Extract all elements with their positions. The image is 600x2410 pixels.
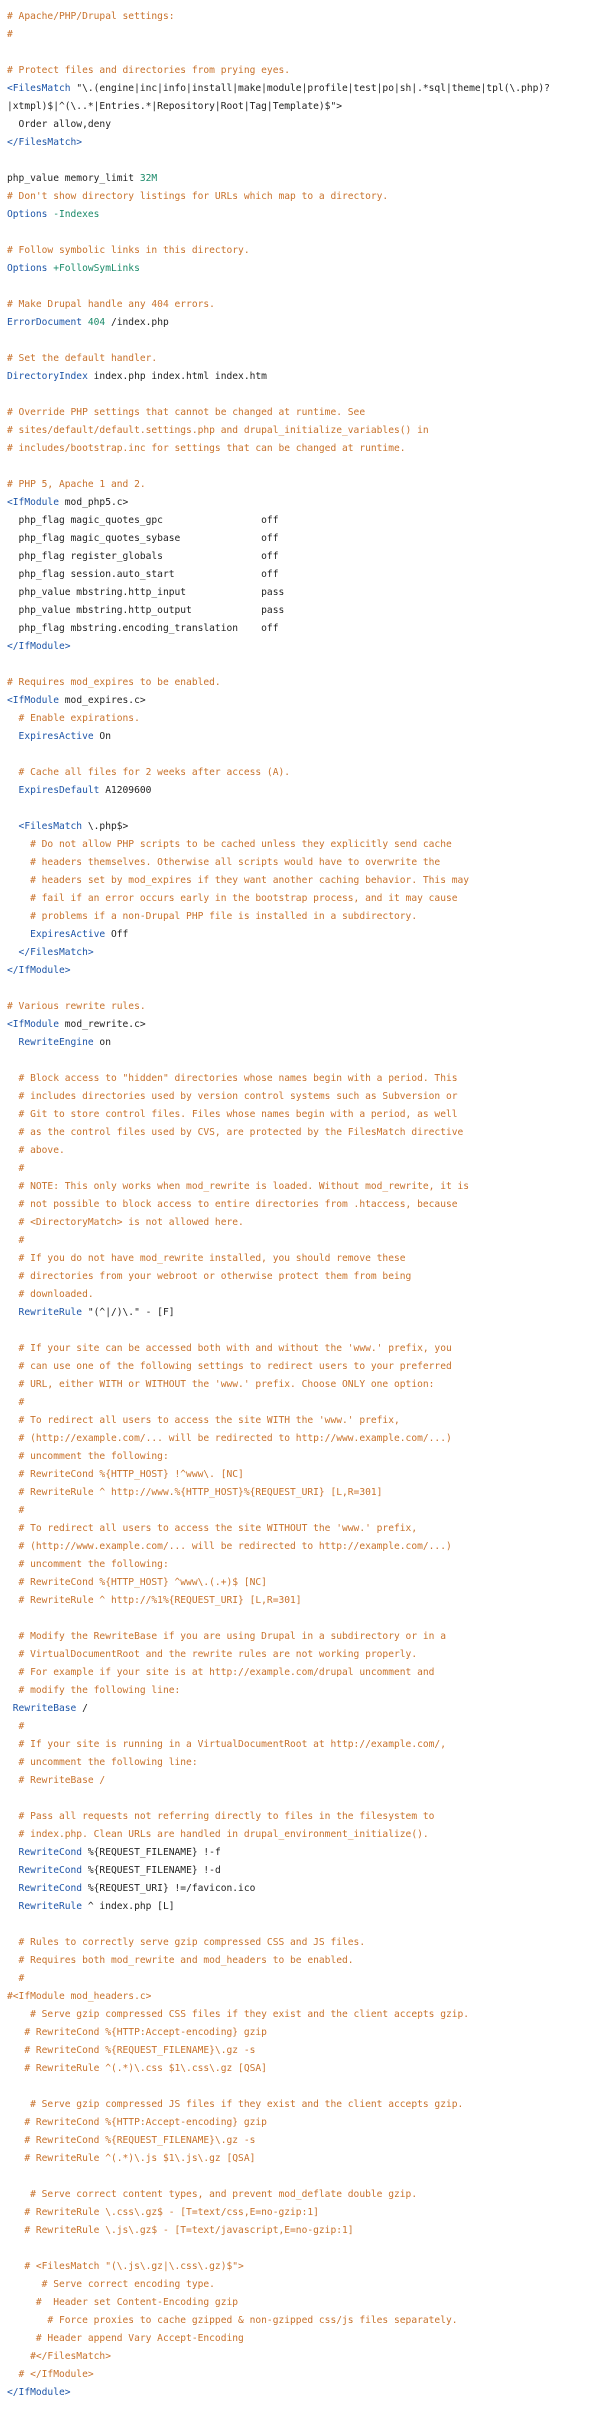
code-line — [0, 440, 600, 458]
code-line — [0, 2024, 600, 2042]
code-line — [0, 260, 600, 278]
code-line — [0, 2168, 600, 2186]
code-token: index.php index.html index.htm — [93, 371, 267, 382]
code-token: On — [99, 731, 111, 742]
code-token: php_value memory_limit — [7, 173, 140, 184]
code-token: # headers themselves. Otherwise all scripts would have to overwrite the — [7, 857, 441, 868]
code-line — [0, 512, 600, 530]
code-line — [0, 2330, 600, 2348]
code-token: # Header append Vary Accept-Encoding — [7, 2333, 244, 2344]
code-line — [0, 1196, 600, 1214]
code-token: # (http://example.com/... will be redirected to http://www.example.com/...) — [7, 1433, 452, 1444]
code-line — [0, 1304, 600, 1322]
code-line — [0, 1286, 600, 1304]
code-line — [0, 1538, 600, 1556]
code-token: # includes directories used by version control systems such as Subversion or — [7, 1091, 458, 1102]
code-token: %{REQUEST_URI} !=/favicon.ico — [87, 1883, 256, 1894]
code-line — [0, 2222, 600, 2240]
code-token: # RewriteCond %{HTTP:Accept-encoding} gzip — [7, 2117, 267, 2128]
code-token: # Apache/PHP/Drupal settings: — [7, 11, 175, 22]
code-line — [0, 1862, 600, 1880]
code-token: # uncomment the following: — [7, 1451, 169, 1462]
code-line — [0, 242, 600, 260]
code-line — [0, 1502, 600, 1520]
code-token: ExpiresActive — [7, 731, 100, 742]
code-token: # RewriteRule ^ http://www.%{HTTP_HOST}%{REQUEST_URI} [L,R=301] — [7, 1487, 383, 1498]
code-token: # — [7, 1397, 25, 1408]
code-token: # Requires both mod_rewrite and mod_headers to be enabled. — [7, 1955, 354, 1966]
code-line — [0, 1268, 600, 1286]
code-line — [0, 1088, 600, 1106]
code-token: php_flag mbstring.encoding_translation off — [7, 623, 279, 634]
code-line — [0, 692, 600, 710]
code-token: # — [7, 1721, 25, 1732]
code-line — [0, 1322, 600, 1340]
code-line — [0, 1250, 600, 1268]
code-line — [0, 314, 600, 332]
code-token: # Git to store control files. Files whose names begin with a period, as well — [7, 1109, 458, 1120]
code-token: # Block access to "hidden" directories whose names begin with a period. This — [7, 1073, 458, 1084]
code-token: # RewriteCond %{REQUEST_FILENAME}\.gz -s — [7, 2135, 256, 2146]
code-token: |xtmpl)$|^(\..*|Entries.*|Repository|Root|Tag|Template)$"> — [7, 101, 343, 112]
code-line — [0, 2312, 600, 2330]
code-line — [0, 2096, 600, 2114]
code-token: A1209600 — [105, 785, 152, 796]
code-line — [0, 800, 600, 818]
code-token: -Indexes — [53, 209, 100, 220]
code-token: %{REQUEST_FILENAME} !-f — [87, 1847, 221, 1858]
code-line — [0, 152, 600, 170]
code-token: # not possible to block access to entire directories from .htaccess, because — [7, 1199, 458, 1210]
code-token: # headers set by mod_expires if they want another caching behavior. This may — [7, 875, 470, 886]
code-line — [0, 674, 600, 692]
code-line — [0, 1376, 600, 1394]
code-line — [0, 404, 600, 422]
code-token: / — [82, 1703, 88, 1714]
code-line — [0, 278, 600, 296]
code-line — [0, 224, 600, 242]
code-token: # — [7, 1163, 25, 1174]
code-token: # uncomment the following: — [7, 1559, 169, 1570]
code-line — [0, 2114, 600, 2132]
code-line — [0, 1484, 600, 1502]
code-token: </FilesMatch> — [7, 947, 94, 958]
code-token: 32M — [139, 173, 158, 184]
code-line — [0, 602, 600, 620]
code-line — [0, 836, 600, 854]
code-line — [0, 1754, 600, 1772]
code-line — [0, 1394, 600, 1412]
code-line — [0, 1682, 600, 1700]
code-token: # If your site can be accessed both with and without the 'www.' prefix, you — [7, 1343, 452, 1354]
code-line — [0, 854, 600, 872]
code-token: #<IfModule mod_headers.c> — [7, 1991, 152, 2002]
code-token: %{REQUEST_FILENAME} !-d — [87, 1865, 221, 1876]
code-line — [0, 2186, 600, 2204]
code-line — [0, 1448, 600, 1466]
code-token: # uncomment the following line: — [7, 1757, 198, 1768]
code-line — [0, 1070, 600, 1088]
code-line — [0, 1358, 600, 1376]
code-token: # Serve gzip compressed JS files if they exist and the client accepts gzip. — [7, 2099, 464, 2110]
code-token: # modify the following line: — [7, 1685, 181, 1696]
code-token: # </IfModule> — [7, 2369, 94, 2380]
code-line — [0, 2132, 600, 2150]
code-token: mod_rewrite.c> — [64, 1019, 146, 1030]
code-line — [0, 458, 600, 476]
code-token: php_value mbstring.http_input pass — [7, 587, 285, 598]
code-token: "(^|/)\." - [F] — [87, 1307, 175, 1318]
code-token: # Follow symbolic links in this directory. — [7, 245, 250, 256]
code-token: # Protect files and directories from prying eyes. — [7, 65, 291, 76]
code-line — [0, 116, 600, 134]
code-token: RewriteCond — [7, 1847, 88, 1858]
code-token: # fail if an error occurs early in the bootstrap process, and it may cause — [7, 893, 458, 904]
code-line — [0, 980, 600, 998]
code-line — [0, 2204, 600, 2222]
code-line — [0, 1700, 600, 1718]
code-token: php_flag magic_quotes_gpc off — [7, 515, 279, 526]
code-token: </IfModule> — [7, 2387, 71, 2398]
code-token: # URL, either WITH or WITHOUT the 'www.' prefix. Choose ONLY one option: — [7, 1379, 435, 1390]
code-token: # — [7, 1235, 25, 1246]
code-token: # Override PHP settings that cannot be changed at runtime. See — [7, 407, 366, 418]
code-token: # RewriteRule ^(.*)\.js $1\.js\.gz [QSA] — [7, 2153, 256, 2164]
code-token: # NOTE: This only works when mod_rewrite is loaded. Without mod_rewrite, it is — [7, 1181, 470, 1192]
code-line — [0, 782, 600, 800]
code-line — [0, 1466, 600, 1484]
code-token: # Modify the RewriteBase if you are using Drupal in a subdirectory or in a — [7, 1631, 446, 1642]
code-token: mod_php5.c> — [64, 497, 129, 508]
code-line — [0, 1178, 600, 1196]
code-line — [0, 44, 600, 62]
code-token: # RewriteRule ^(.*)\.css $1\.css\.gz [QSA] — [7, 2063, 267, 2074]
code-line — [0, 188, 600, 206]
code-line — [0, 80, 600, 98]
code-line — [0, 2006, 600, 2024]
code-line — [0, 584, 600, 602]
code-token: +FollowSymLinks — [53, 263, 140, 274]
code-line — [0, 1790, 600, 1808]
code-line — [0, 206, 600, 224]
code-line — [0, 1034, 600, 1052]
code-token: # index.php. Clean URLs are handled in drupal_environment_initialize(). — [7, 1829, 429, 1840]
code-line — [0, 1772, 600, 1790]
code-line — [0, 332, 600, 350]
code-line — [0, 422, 600, 440]
code-token: 404 — [87, 317, 111, 328]
code-line — [0, 2042, 600, 2060]
code-token: # (http://www.example.com/... will be redirected to http://example.com/...) — [7, 1541, 452, 1552]
code-line — [0, 1934, 600, 1952]
code-token: # Requires mod_expires to be enabled. — [7, 677, 221, 688]
code-token: php_flag magic_quotes_sybase off — [7, 533, 279, 544]
code-line — [0, 566, 600, 584]
code-line — [0, 548, 600, 566]
code-token: Off — [110, 929, 129, 940]
code-token: # — [7, 1505, 25, 1516]
code-line — [0, 26, 600, 44]
code-token: # downloaded. — [7, 1289, 94, 1300]
code-line — [0, 2060, 600, 2078]
code-line — [0, 1052, 600, 1070]
code-line — [0, 1970, 600, 1988]
code-line — [0, 386, 600, 404]
code-line — [0, 2258, 600, 2276]
code-line — [0, 656, 600, 674]
code-line — [0, 8, 600, 26]
code-token: # Force proxies to cache gzipped & non-gzipped css/js files separately. — [7, 2315, 458, 2326]
code-token: # Cache all files for 2 weeks after access (A). — [7, 767, 291, 778]
code-token: <IfModule — [7, 497, 65, 508]
code-line — [0, 1160, 600, 1178]
code-line — [0, 1412, 600, 1430]
code-line — [0, 710, 600, 728]
code-token: # RewriteRule \.js\.gz$ - [T=text/javascript,E=no-gzip:1] — [7, 2225, 354, 2236]
code-line — [0, 764, 600, 782]
code-token: # If your site is running in a VirtualDocumentRoot at http://example.com/, — [7, 1739, 446, 1750]
code-token: # Do not allow PHP scripts to be cached unless they explicitly send cache — [7, 839, 452, 850]
code-line — [0, 1610, 600, 1628]
code-line — [0, 1826, 600, 1844]
code-line — [0, 2240, 600, 2258]
code-token: Options — [7, 209, 54, 220]
code-token: # RewriteCond %{REQUEST_FILENAME}\.gz -s — [7, 2045, 256, 2056]
code-token: # — [7, 29, 13, 40]
code-line — [0, 2294, 600, 2312]
code-line — [0, 98, 600, 116]
code-token: # Rules to correctly serve gzip compressed CSS and JS files. — [7, 1937, 366, 1948]
code-line — [0, 1520, 600, 1538]
code-line — [0, 1016, 600, 1034]
code-token: #</FilesMatch> — [7, 2351, 111, 2362]
code-line — [0, 926, 600, 944]
code-token: # Set the default handler. — [7, 353, 158, 364]
code-line — [0, 2366, 600, 2384]
code-token: # Pass all requests not referring directly to files in the filesystem to — [7, 1811, 435, 1822]
code-token: # Serve correct content types, and prevent mod_deflate double gzip. — [7, 2189, 418, 2200]
code-line — [0, 818, 600, 836]
code-token: # For example if your site is at http://example.com/drupal uncomment and — [7, 1667, 435, 1678]
code-token: </FilesMatch> — [7, 137, 83, 148]
code-line — [0, 998, 600, 1016]
code-token: # sites/default/default.settings.php and drupal_initialize_variables() in — [7, 425, 429, 436]
code-line — [0, 350, 600, 368]
code-line — [0, 638, 600, 656]
code-line — [0, 296, 600, 314]
code-token: # To redirect all users to access the site WITHOUT the 'www.' prefix, — [7, 1523, 418, 1534]
code-token: # To redirect all users to access the site WITH the 'www.' prefix, — [7, 1415, 400, 1426]
code-token: ExpiresActive — [7, 929, 111, 940]
code-line — [0, 1718, 600, 1736]
code-line — [0, 1988, 600, 2006]
code-token: mod_expires.c> — [64, 695, 146, 706]
code-line — [0, 1628, 600, 1646]
code-token: # RewriteRule ^ http://%1%{REQUEST_URI} [L,R=301] — [7, 1595, 302, 1606]
code-line — [0, 1574, 600, 1592]
code-line — [0, 476, 600, 494]
code-token: # RewriteCond %{HTTP_HOST} !^www\. [NC] — [7, 1469, 244, 1480]
code-line — [0, 62, 600, 80]
code-line — [0, 962, 600, 980]
code-token: php_flag register_globals off — [7, 551, 279, 562]
code-token: php_flag session.auto_start off — [7, 569, 279, 580]
code-token: <FilesMatch — [7, 83, 77, 94]
code-token: # Various rewrite rules. — [7, 1001, 146, 1012]
code-line — [0, 1232, 600, 1250]
code-token: # RewriteRule \.css\.gz$ - [T=text/css,E=no-gzip:1] — [7, 2207, 319, 2218]
code-line — [0, 1556, 600, 1574]
code-line — [0, 1430, 600, 1448]
code-token: # <DirectoryMatch> is not allowed here. — [7, 1217, 244, 1228]
code-line — [0, 2384, 600, 2402]
code-line — [0, 2150, 600, 2168]
code-line — [0, 1124, 600, 1142]
code-token: RewriteEngine — [7, 1037, 100, 1048]
code-token: # Make Drupal handle any 404 errors. — [7, 299, 215, 310]
code-token: <IfModule — [7, 1019, 65, 1030]
code-token: # VirtualDocumentRoot and the rewrite rules are not working properly. — [7, 1649, 418, 1660]
code-token: # Serve correct encoding type. — [7, 2279, 215, 2290]
code-line — [0, 872, 600, 890]
code-token: # Enable expirations. — [7, 713, 140, 724]
code-token: Options — [7, 263, 54, 274]
code-token: # RewriteBase / — [7, 1775, 106, 1786]
code-token: RewriteRule — [7, 1901, 88, 1912]
code-token: </IfModule> — [7, 641, 71, 652]
code-line — [0, 1592, 600, 1610]
code-token: # RewriteCond %{HTTP_HOST} ^www\.(.+)$ [NC] — [7, 1577, 267, 1588]
code-token: # If you do not have mod_rewrite installed, you should remove these — [7, 1253, 406, 1264]
code-line — [0, 890, 600, 908]
code-token: on — [99, 1037, 111, 1048]
code-line — [0, 170, 600, 188]
code-line — [0, 1952, 600, 1970]
code-token: php_value mbstring.http_output pass — [7, 605, 285, 616]
code-token: <IfModule — [7, 695, 65, 706]
code-line — [0, 494, 600, 512]
code-line — [0, 2276, 600, 2294]
code-line — [0, 1646, 600, 1664]
code-token: RewriteBase — [7, 1703, 83, 1714]
code-token: # — [7, 1973, 25, 1984]
code-line — [0, 1880, 600, 1898]
code-line — [0, 1898, 600, 1916]
code-token: # includes/bootstrap.inc for settings that can be changed at runtime. — [7, 443, 406, 454]
code-line — [0, 1340, 600, 1358]
code-token: RewriteCond — [7, 1883, 88, 1894]
code-line — [0, 1808, 600, 1826]
code-token: # directories from your webroot or otherwise protect them from being — [7, 1271, 412, 1282]
code-token: DirectoryIndex — [7, 371, 94, 382]
code-token: ^ index.php [L] — [87, 1901, 175, 1912]
code-token: ExpiresDefault — [7, 785, 106, 796]
code-token: # Header set Content-Encoding gzip — [7, 2297, 239, 2308]
code-line — [0, 1736, 600, 1754]
code-line — [0, 530, 600, 548]
code-line — [0, 1142, 600, 1160]
code-line — [0, 1916, 600, 1934]
code-line — [0, 368, 600, 386]
code-line — [0, 908, 600, 926]
code-line — [0, 944, 600, 962]
code-line — [0, 728, 600, 746]
code-token: RewriteRule — [7, 1307, 88, 1318]
code-token: <FilesMatch — [7, 821, 88, 832]
code-line — [0, 620, 600, 638]
code-line — [0, 1664, 600, 1682]
code-line — [0, 2078, 600, 2096]
code-line — [0, 1106, 600, 1124]
code-line — [0, 134, 600, 152]
code-token: RewriteCond — [7, 1865, 88, 1876]
code-token: Order allow,deny — [7, 119, 111, 130]
code-token: # PHP 5, Apache 1 and 2. — [7, 479, 146, 490]
code-token: # as the control files used by CVS, are protected by the FilesMatch directive — [7, 1127, 464, 1138]
code-token: "\.(engine|inc|info|install|make|module|profile|test|po|sh|.*sql|theme|tpl(\.php)? — [76, 83, 550, 94]
code-token: </IfModule> — [7, 965, 71, 976]
code-token: ErrorDocument — [7, 317, 88, 328]
code-line — [0, 1844, 600, 1862]
code-line — [0, 2348, 600, 2366]
code-token: # RewriteCond %{HTTP:Accept-encoding} gzip — [7, 2027, 267, 2038]
code-token: \.php$> — [87, 821, 129, 832]
code-line — [0, 1214, 600, 1232]
code-token: # <FilesMatch "(\.js\.gz|\.css\.gz)$"> — [7, 2261, 244, 2272]
code-line — [0, 746, 600, 764]
code-token: # Serve gzip compressed CSS files if they exist and the client accepts gzip. — [7, 2009, 470, 2020]
code-token: # above. — [7, 1145, 65, 1156]
code-token: /index.php — [110, 317, 169, 328]
code-token: # problems if a non-Drupal PHP file is installed in a subdirectory. — [7, 911, 418, 922]
code-token: # Don't show directory listings for URLs which map to a directory. — [7, 191, 389, 202]
code-token: # can use one of the following settings to redirect users to your preferred — [7, 1361, 452, 1372]
